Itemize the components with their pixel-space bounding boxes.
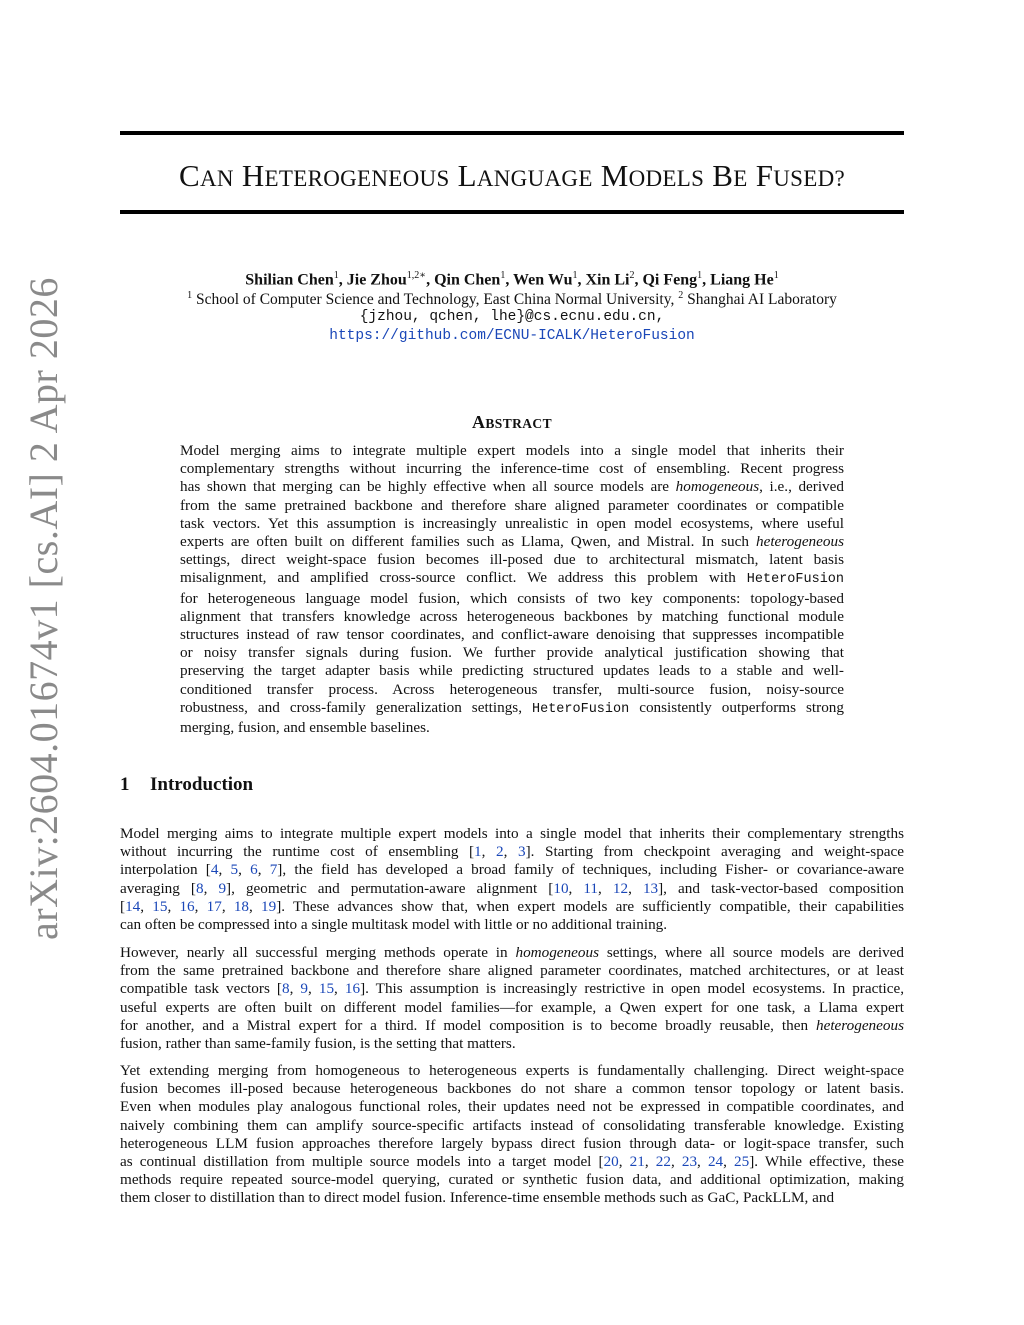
text-segment: heterogeneous LLM fusion approaches therefore largely bypass direct fusion through data- or logit-space transfer, such — [120, 1134, 904, 1152]
author-name: Shilian Chen — [245, 271, 334, 289]
author-affiliation-mark: 1 — [572, 270, 578, 281]
method-name: HeteroFusion — [532, 701, 630, 717]
text-line — [180, 478, 844, 496]
text-segment: Model merging aims to integrate multiple expert models into a single model that inherits their complementary strengths — [120, 825, 904, 842]
author-list: Shilian Chen$^1$, Jie Zhou$^{1,2∗}$, Qin Chen$^1$, Wen Wu$^1$, Xin Li$^2$, Qi Feng$^1$, Liang He$^1$ — [245, 270, 779, 289]
citation-link[interactable]: 10 — [553, 879, 569, 897]
text-line — [120, 1171, 904, 1189]
citation-link[interactable]: 14 — [125, 897, 141, 915]
citation-link[interactable]: 7 — [269, 861, 278, 879]
text-segment: merging, fusion, and ensemble baselines. — [180, 719, 430, 737]
citation-link[interactable]: 2 — [496, 843, 504, 861]
author-name: Wen Wu — [513, 271, 573, 289]
author-affiliation-mark: 1 — [773, 270, 779, 281]
citation-link[interactable]: 3 — [517, 843, 526, 861]
text-segment: structures instead of raw tensor coordinates, and conflict-aware denoising that suppresses incompatible — [180, 626, 844, 644]
citation-link[interactable]: 15 — [152, 897, 168, 915]
citation-link[interactable]: 12 — [612, 879, 629, 897]
text-segment: misalignment, and amplified cross-source conflict. We address this problem with — [180, 569, 747, 587]
text-line — [120, 944, 904, 962]
author-affiliation-mark: 1 — [333, 270, 339, 281]
citation-link[interactable]: 11 — [583, 879, 599, 897]
text-line — [120, 1135, 904, 1153]
citation-link[interactable]: 6 — [250, 861, 258, 879]
text-line — [120, 1098, 904, 1116]
text-segment: conditioned transfer process. Across heterogeneous transfer, multi-source fusion, noisy-source — [180, 680, 844, 698]
text-segment: without incurring the runtime cost of ensembling [ — [120, 843, 475, 861]
text-segment: or noisy transfer signals during fusion. We further provide analytical justification showing that — [180, 644, 844, 662]
paper-title: CAN HETEROGENEOUS LANGUAGE MODELS BE FUSED? — [178, 158, 846, 193]
text-line — [180, 626, 844, 644]
text-segment: , — [249, 897, 261, 915]
text-segment: , — [203, 879, 219, 897]
text-segment: as continual distillation from multiple source models into a target model [ — [120, 1153, 604, 1171]
emphasis-text: heterogeneous — [755, 533, 844, 551]
citation-link[interactable]: 24 — [707, 1153, 724, 1171]
author-emails: {jzhou, qchen, lhe}@cs.ecnu.edu.cn, — [359, 309, 665, 325]
citation-link[interactable]: 19 — [261, 897, 277, 915]
text-line — [120, 861, 904, 879]
method-name: HeteroFusion — [746, 572, 844, 588]
text-segment: ]. This assumption is increasingly restrictive in open model ecosystems. In practice, — [360, 980, 905, 998]
repository-link[interactable]: https://github.com/ECNU-ICALK/HeteroFusion — [329, 328, 695, 344]
emphasis-text: heterogeneous — [815, 1016, 904, 1034]
text-segment: for heterogeneous language model fusion, which consists of two key components: topology-based — [180, 589, 844, 607]
text-segment: experts are often built on different families such as Llama, Qwen, and Mistral. In such — [180, 533, 756, 551]
affiliations: $^1$ School of Computer Science and Technology, East China Normal University, $^2$ Shanghai AI Laboratory — [187, 290, 837, 309]
text-line — [120, 825, 904, 843]
citation-link[interactable]: 4 — [210, 861, 219, 879]
title-rule-bottom — [120, 210, 904, 214]
text-segment: , — [598, 879, 613, 897]
citation-link[interactable]: 23 — [681, 1153, 698, 1171]
text-segment: useful experts are often built on different model families—for example, a Qwen expert for one task, a Llama expert — [120, 998, 904, 1016]
text-segment: , — [257, 861, 270, 879]
text-segment: fusion becomes ill-posed because heterogeneous backbones do not share a common tensor topology or latent basis. — [120, 1080, 904, 1098]
text-segment: , — [618, 1153, 630, 1171]
text-segment: ]. While effective, these — [749, 1153, 905, 1171]
text-line — [120, 1080, 904, 1098]
text-segment: , — [289, 980, 301, 998]
author-affiliation-mark: 1 — [500, 270, 506, 281]
author-name: Liang He — [710, 271, 774, 289]
text-line — [180, 608, 844, 626]
citation-link[interactable]: 1 — [474, 843, 482, 861]
author-affiliation-mark: 1 — [697, 270, 703, 281]
text-segment: from the same pretrained backbone and therefore share aligned parameter coordinates or compatible — [180, 496, 844, 514]
citation-link[interactable]: 8 — [196, 879, 204, 897]
text-segment: ], and task-vector-based composition — [658, 879, 904, 897]
text-segment: fusion, rather than same-family fusion, is the setting that matters. — [120, 1035, 516, 1053]
text-line — [120, 898, 904, 916]
text-segment: , — [218, 861, 231, 879]
citation-link[interactable]: 18 — [233, 897, 249, 915]
text-line — [180, 551, 844, 569]
emphasis-text: homogeneous — [515, 944, 599, 961]
text-segment: averaging [ — [120, 879, 196, 897]
intro-paragraph-3 — [120, 1062, 904, 1208]
intro-paragraph-2 — [120, 944, 904, 1053]
text-line — [120, 1189, 904, 1207]
text-line — [120, 880, 904, 898]
text-line — [180, 569, 844, 589]
citation-link[interactable]: 15 — [318, 980, 335, 998]
author-name: Qin Chen — [434, 271, 501, 289]
citation-link[interactable]: 21 — [629, 1153, 645, 1171]
text-segment: [ — [120, 897, 126, 915]
text-segment: Model merging aims to integrate multiple expert models into a single model that inherits their — [180, 442, 844, 459]
text-line — [120, 999, 904, 1017]
text-segment: , — [140, 897, 153, 915]
citation-link[interactable]: 22 — [655, 1153, 671, 1171]
text-segment: Yet extending merging from homogeneous to heterogeneous experts is fundamentally challenging. Direct weight-space — [120, 1062, 904, 1079]
text-segment: , — [334, 980, 345, 998]
text-line — [120, 962, 904, 980]
text-segment: , — [503, 843, 518, 861]
citation-link[interactable]: 16 — [179, 897, 195, 915]
abstract-heading: ABSTRACT — [472, 412, 552, 432]
text-line — [120, 980, 904, 998]
text-line — [120, 1153, 904, 1171]
author-name: Qi Feng — [642, 271, 698, 289]
text-line — [120, 843, 904, 861]
text-line — [180, 590, 844, 608]
text-segment: compatible task vectors [ — [120, 980, 282, 998]
text-segment: them closer to distillation than to direct model fusion. Inference-time ensemble methods such as GaC, PackLLM, and — [120, 1189, 835, 1207]
text-segment: alignment that transfers knowledge across heterogeneous backbones by matching functional module — [180, 607, 844, 625]
emphasis-text: homogeneous — [675, 478, 760, 496]
text-segment: settings, where all source models are derived — [599, 944, 904, 961]
text-line — [180, 719, 844, 737]
citation-link[interactable]: 9 — [300, 980, 308, 998]
title-rule-top — [120, 131, 904, 135]
text-segment: , — [481, 843, 497, 861]
text-line — [120, 1017, 904, 1035]
text-segment: for another, and a Mistral expert for a third. If model composition is to become broadly reusable, then — [120, 1016, 816, 1034]
text-segment: , — [697, 1153, 708, 1171]
author-affiliation-mark: 1,2∗ — [406, 270, 427, 281]
text-segment: settings, direct weight-space fusion becomes ill-posed due to architectural mismatch, latent basis — [180, 551, 844, 569]
intro-paragraph-1 — [120, 825, 904, 934]
author-name: Jie Zhou — [346, 271, 407, 289]
author-affiliation-mark: 2 — [629, 270, 635, 281]
text-segment: , — [238, 861, 251, 879]
text-segment: complementary strengths without incurring the inference-time cost of ensembling. Recent progress — [180, 460, 844, 478]
text-line — [180, 515, 844, 533]
arxiv-identifier-stamp: arXiv:2604.01674v1 [cs.AI] 2 Apr 2026 — [21, 277, 66, 940]
text-segment: , — [644, 1153, 656, 1171]
text-segment: can often be compressed into a single multitask model with little or no additional training. — [120, 916, 668, 934]
text-line — [180, 497, 844, 515]
text-line — [180, 442, 844, 460]
text-segment: , — [194, 897, 207, 915]
text-line — [180, 662, 844, 680]
citation-link[interactable]: 8 — [281, 980, 290, 998]
text-segment: naively combining them can amplify source-specific artifacts instead of consolidating transferable knowledge. Existing — [120, 1116, 904, 1134]
author-name: Xin Li — [585, 271, 630, 289]
text-segment: robustness, and cross-family generalization settings, — [180, 698, 532, 716]
text-segment: Even when modules play analogous functional roles, their updates need not be expressed in compatible coordinates, and — [120, 1098, 904, 1116]
citation-link[interactable]: 9 — [218, 879, 227, 897]
citation-link[interactable]: 13 — [642, 879, 659, 897]
text-segment: , — [628, 879, 643, 897]
text-segment: ], geometric and permutation-aware alignment [ — [226, 879, 554, 897]
text-segment: , — [670, 1153, 682, 1171]
text-segment: , — [723, 1153, 735, 1171]
text-line — [180, 681, 844, 699]
text-segment: ]. Starting from checkpoint averaging and weight-space — [525, 843, 905, 861]
text-segment: interpolation [ — [120, 861, 211, 879]
text-segment: methods require repeated source-model querying, curated or synthetic fusion data, and additional optimization, making — [120, 1171, 904, 1189]
text-segment: , i.e., derived — [759, 478, 844, 496]
text-segment: task vectors. Yet this assumption is increasingly unrealistic in open model ecosystems, where useful — [180, 514, 844, 532]
text-line — [180, 644, 844, 662]
text-line — [120, 1035, 904, 1053]
citation-link[interactable]: 25 — [734, 1153, 750, 1171]
text-segment: from the same pretrained backbone and therefore share aligned parameter coordinates, matched architectures, or at least — [120, 962, 904, 980]
text-line — [120, 916, 904, 934]
text-segment: consistently outperforms strong — [629, 698, 844, 716]
citation-link[interactable]: 17 — [206, 897, 222, 915]
text-segment: has shown that merging can be highly effective when all source models are — [180, 478, 676, 496]
citation-link[interactable]: 20 — [603, 1153, 619, 1171]
citation-link[interactable]: 16 — [344, 980, 361, 998]
text-segment: , — [308, 980, 319, 998]
text-line — [120, 1117, 904, 1135]
text-segment: ], the field has developed a broad family of techniques, including Fisher- or covariance-aware — [277, 861, 905, 879]
text-segment: However, nearly all successful merging methods operate in — [120, 944, 516, 961]
text-segment: , — [167, 897, 180, 915]
citation-link[interactable]: 5 — [230, 861, 239, 879]
text-line — [180, 460, 844, 478]
text-line — [120, 1062, 904, 1080]
text-line — [180, 533, 844, 551]
text-line — [180, 699, 844, 719]
text-segment: , — [221, 897, 234, 915]
text-segment: ]. These advances show that, when expert models are sufficiently compatible, their capabilities — [276, 897, 905, 915]
section-heading-introduction: 1 Introduction — [120, 774, 254, 795]
text-segment: , — [568, 879, 584, 897]
abstract-body — [180, 442, 844, 737]
text-segment: preserving the target adapter basis while predicting structured updates leads to a stable and well- — [180, 662, 844, 680]
